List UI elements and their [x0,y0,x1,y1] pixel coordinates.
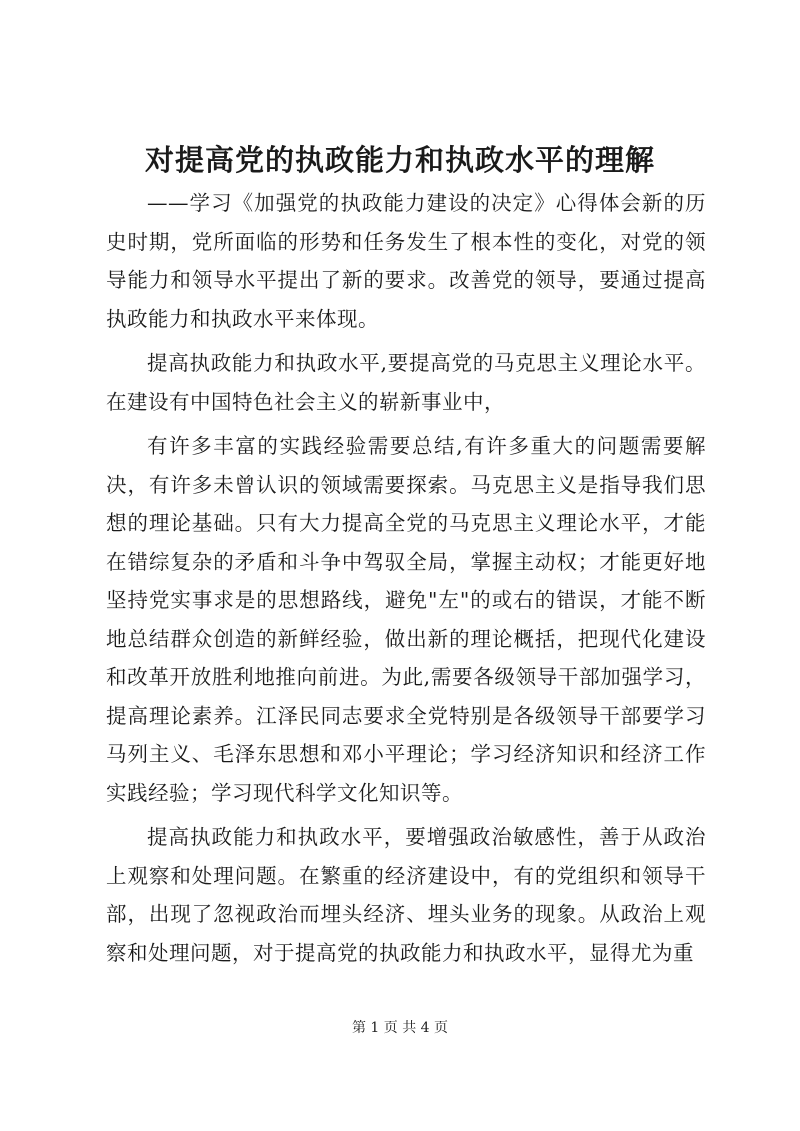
paragraph-intro: ——学习《加强党的执政能力建设的决定》心得体会新的历史时期，党所面临的形势和任务发生了根本性的变化，对党的领导能力和领导水平提出了新的要求。改善党的领导，要通过提高执政能力和执政水平来体现。 [106,191,706,331]
paragraph-practice: 有许多丰富的实践经验需要总结,有许多重大的问题需要解决，有许多未曾认识的领域需要探索。马克思主义是指导我们思想的理论基础。只有大力提高全党的马克思主义理论水平，才能在错综复杂的矛盾和斗争中驾驭全局，掌握主动权；才能更好地坚持党实事求是的思想路线，避免"左"的或右的错误，才能不断地总结群众创造的新鲜经验，做出新的理论概括，把现代化建设和改革开放胜利地推向前进。为此,需要各级领导干部加强学习，提高理论素养。江泽民同志要求全党特别是各级领导干部要学习马列主义、毛泽东思想和邓小平理论；学习经济知识和经济工作实践经验；学习现代科学文化知识等。 [106,434,706,805]
document-title: 对提高党的执政能力和执政水平的理解 [144,143,655,177]
paragraph-politics: 提高执政能力和执政水平，要增强政治敏感性，善于从政治上观察和处理问题。在繁重的经济建设中，有的党组织和领导干部，出现了忽视政治而埋头经济、埋头业务的现象。从政治上观察和处理问题，对于提高党的执政能力和执政水平，显得尤为重 [106,825,706,965]
page-footer: 第 1 页 共 4 页 [351,1020,449,1036]
document-body [106,184,706,978]
paragraph-theory: 提高执政能力和执政水平,要提高党的马克思主义理论水平。在建设有中国特色社会主义的崭新事业中， [106,351,706,414]
